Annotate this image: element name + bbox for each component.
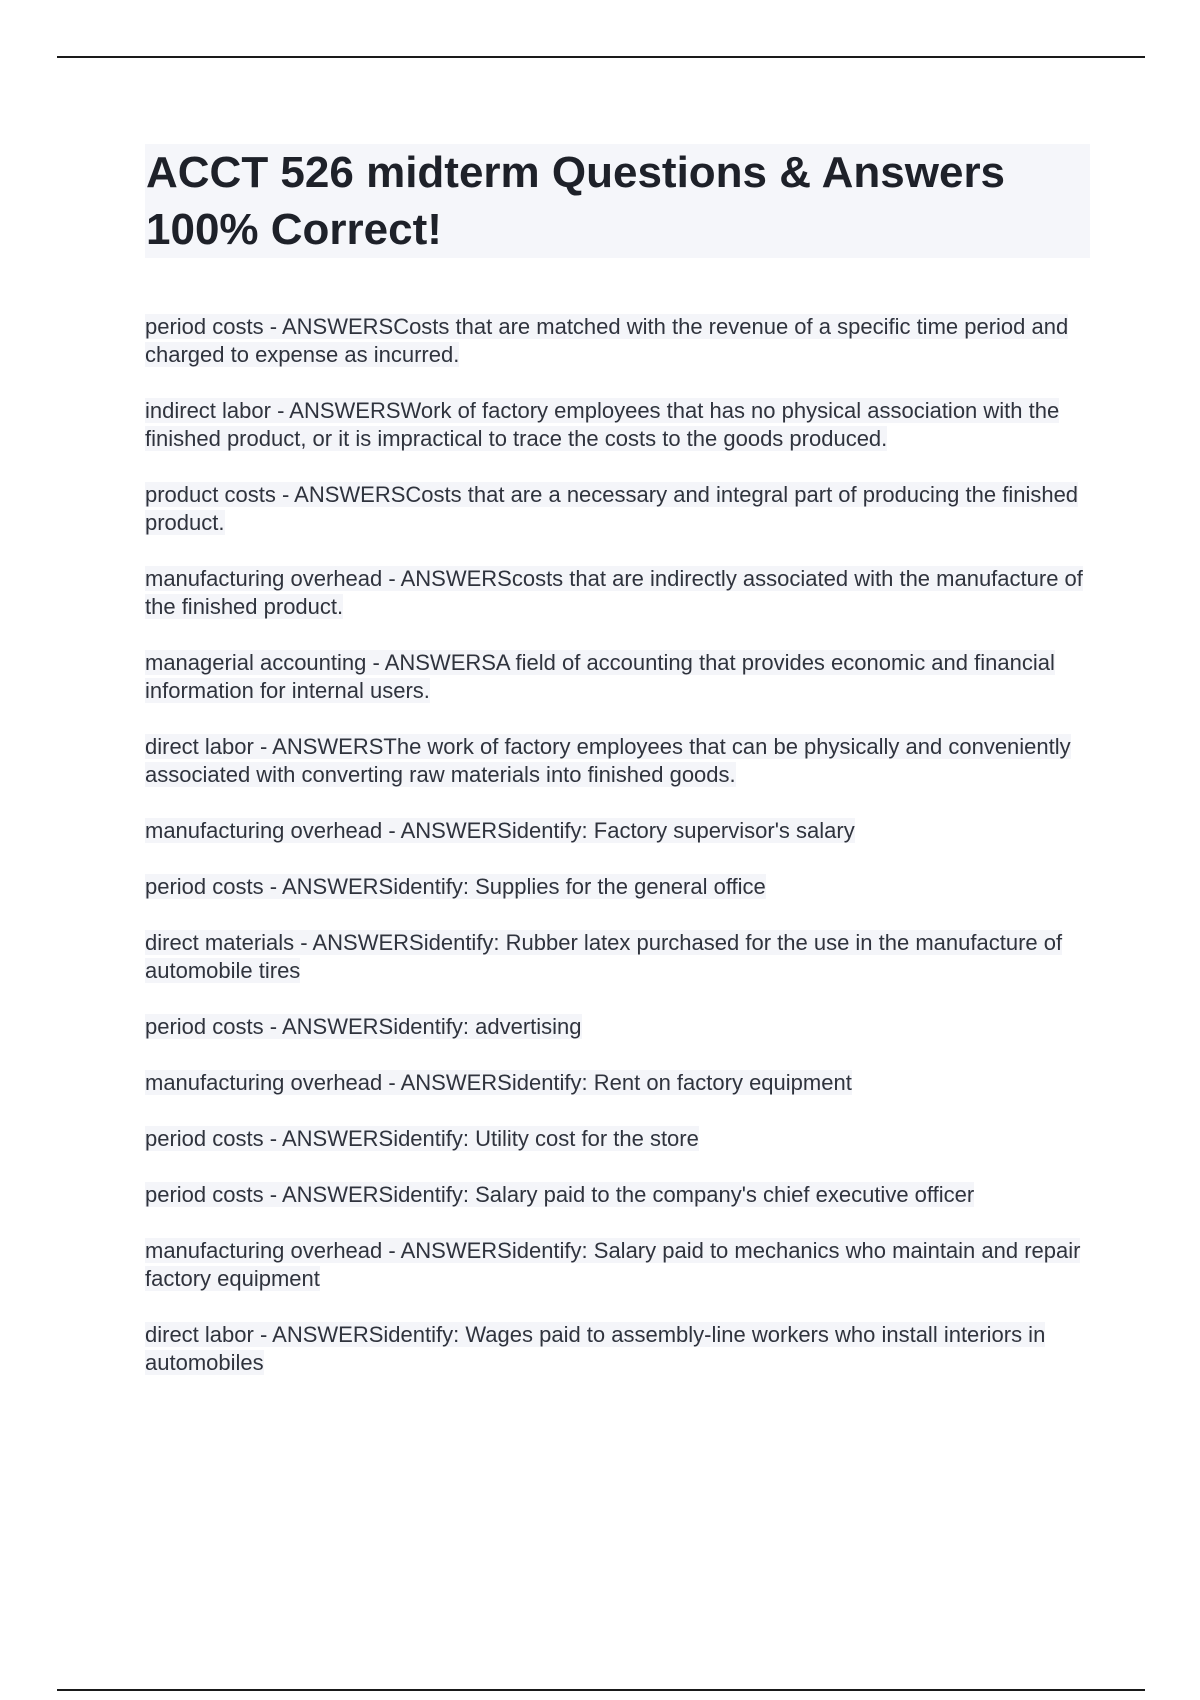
qa-item-text: managerial accounting - ANSWERSA field of accounting that provides economic and financial information for internal users.	[145, 650, 1055, 703]
qa-item-text: period costs - ANSWERSidentify: Salary paid to the company's chief executive officer	[145, 1182, 975, 1207]
qa-item-text: manufacturing overhead - ANSWERScosts that are indirectly associated with the manufacture of the finished product.	[145, 566, 1083, 619]
qa-item	[145, 313, 1090, 369]
qa-item-text: direct labor - ANSWERSidentify: Wages paid to assembly-line workers who install interiors in automobiles	[145, 1322, 1046, 1375]
qa-item-text: period costs - ANSWERSidentify: Utility cost for the store	[145, 1126, 699, 1151]
qa-item-text: manufacturing overhead - ANSWERSidentify: Salary paid to mechanics who maintain and repair factory equipment	[145, 1238, 1081, 1291]
bottom-divider	[57, 1689, 1145, 1691]
qa-item-text: period costs - ANSWERSidentify: advertising	[145, 1014, 582, 1039]
qa-item-text: manufacturing overhead - ANSWERSidentify: Rent on factory equipment	[145, 1070, 852, 1095]
qa-list	[145, 313, 1090, 1405]
qa-item	[145, 1321, 1090, 1377]
qa-item	[145, 1125, 1090, 1153]
qa-item	[145, 1013, 1090, 1041]
qa-item-text: direct materials - ANSWERSidentify: Rubber latex purchased for the use in the manufacture of automobile tires	[145, 930, 1063, 983]
qa-item	[145, 1069, 1090, 1097]
page-title: ACCT 526 midterm Questions & Answers 100% Correct!	[146, 148, 1006, 254]
qa-item	[145, 929, 1090, 985]
qa-item	[145, 481, 1090, 537]
qa-item-text: direct labor - ANSWERSThe work of factory employees that can be physically and conveniently associated with converting raw materials into finished goods.	[145, 734, 1071, 787]
qa-item	[145, 649, 1090, 705]
qa-item	[145, 1181, 1090, 1209]
qa-item	[145, 733, 1090, 789]
qa-item	[145, 565, 1090, 621]
qa-item-text: manufacturing overhead - ANSWERSidentify: Factory supervisor's salary	[145, 818, 855, 843]
qa-item	[145, 817, 1090, 845]
qa-item	[145, 1237, 1090, 1293]
qa-item-text: period costs - ANSWERSCosts that are matched with the revenue of a specific time period and charged to expense as incurred.	[145, 314, 1069, 367]
qa-item-text: period costs - ANSWERSidentify: Supplies for the general office	[145, 874, 766, 899]
title-block	[145, 144, 1090, 258]
qa-item-text: indirect labor - ANSWERSWork of factory employees that has no physical association with the finished product, or it is impractical to trace the costs to the goods produced.	[145, 398, 1060, 451]
qa-item-text: product costs - ANSWERSCosts that are a necessary and integral part of producing the finished product.	[145, 482, 1079, 535]
top-divider	[57, 56, 1145, 58]
qa-item	[145, 397, 1090, 453]
qa-item	[145, 873, 1090, 901]
